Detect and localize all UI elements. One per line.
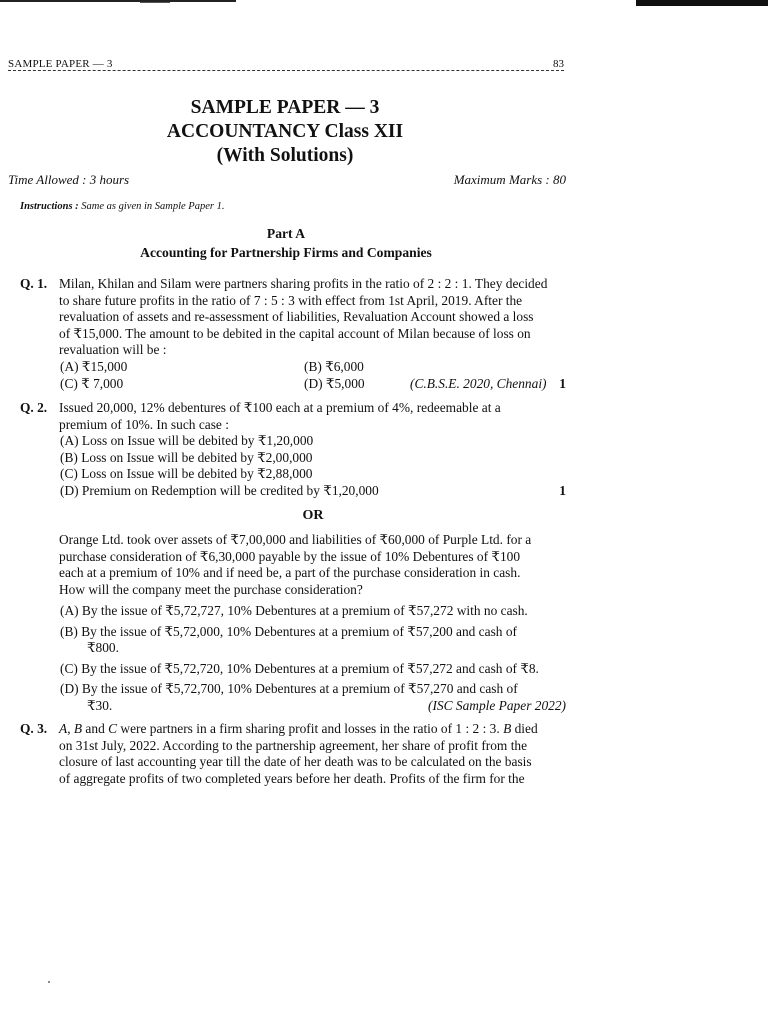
- question-2-options: [60, 433, 566, 499]
- question-number-1: Q. 1.: [20, 276, 48, 291]
- text-line: of ₹15,000. The amount to be debited in the capital account of Milan because of loss on: [59, 325, 531, 341]
- running-header: [8, 56, 564, 72]
- text-line: revaluation will be :: [59, 342, 167, 358]
- text-segment: were partners in a firm sharing profit and losses in the ratio of 1 : 2 : 3.: [117, 721, 504, 736]
- conjunction: and: [82, 721, 109, 736]
- paper-title: SAMPLE PAPER — 3: [190, 97, 380, 118]
- text-line: of aggregate profits of two completed years before her death. Profits of the firm for the: [59, 770, 525, 786]
- maximum-marks: Maximum Marks : 80: [453, 172, 566, 187]
- page-number: 83: [553, 58, 564, 70]
- instructions-label: Instructions :: [20, 201, 79, 212]
- question-2-alt-text: [59, 532, 565, 598]
- instructions-text: Same as given in Sample Paper 1.: [78, 201, 225, 212]
- question-number-2: Q. 2.: [20, 400, 48, 415]
- option-c: (C) By the issue of ₹5,72,720, 10% Debentures at a premium of ₹57,272 and cash of ₹8.: [60, 660, 539, 676]
- question-marks: 1: [559, 482, 566, 498]
- option-d: (D) By the issue of ₹5,72,700, 10% Debentures at a premium of ₹57,270 and cash of: [60, 681, 518, 697]
- option-c: (C) ₹ 7,000: [60, 375, 124, 391]
- option-d: (D) Premium on Redemption will be credited by ₹1,20,000: [60, 482, 379, 498]
- part-title: Part A: [266, 226, 306, 241]
- text-line: [59, 721, 565, 738]
- question-source: (ISC Sample Paper 2022): [428, 697, 566, 713]
- option-row: [60, 359, 566, 376]
- text-line: to share future profits in the ratio of 7 : 5 : 3 with effect from 1st April, 2019. After the: [59, 292, 523, 308]
- text-line: closure of last accounting year till the date of her death was to be calculated on the basis: [59, 754, 532, 770]
- partner-b: B: [73, 721, 83, 736]
- question-number-3: Q. 3.: [20, 721, 48, 736]
- text-line: Milan, Khilan and Silam were partners sharing profits in the ratio of 2 : 2 : 1. They decided: [59, 276, 548, 291]
- exam-meta: [8, 172, 566, 189]
- option-b: (B) By the issue of ₹5,72,000, 10% Debentures at a premium of ₹57,200 and cash of: [60, 623, 517, 639]
- option-d-cont-row: [60, 698, 566, 715]
- text-line: premium of 10%. In such case :: [59, 416, 229, 432]
- option-a: (A) Loss on Issue will be debited by ₹1,20,000: [60, 433, 314, 448]
- text-line: each at a premium of 10% and if need be, a part of the purchase consideration in cash.: [59, 565, 521, 581]
- option-b: (B) Loss on Issue will be debited by ₹2,00,000: [60, 449, 313, 465]
- scan-edge-top: [0, 0, 236, 2]
- partner-c: C: [108, 721, 118, 736]
- or-divider: OR: [302, 508, 324, 523]
- question-1-text: [59, 276, 565, 359]
- option-d: (D) ₹5,000: [304, 375, 365, 391]
- paper-subject: ACCOUNTANCY Class XII: [166, 121, 404, 142]
- scan-speck: [48, 981, 50, 983]
- option-a: (A) ₹15,000: [60, 359, 128, 374]
- option-b-cont: ₹800.: [87, 640, 119, 656]
- instructions: [20, 199, 224, 216]
- part-subtitle: Accounting for Partnership Firms and Companies: [140, 245, 432, 260]
- partner-b: B: [503, 721, 512, 736]
- text-line: Orange Ltd. took over assets of ₹7,00,000 and liabilities of ₹60,000 of Purple Ltd. for a: [59, 532, 532, 547]
- option-d-cont: ₹30.: [87, 697, 113, 713]
- option-d-row: [60, 483, 566, 500]
- time-allowed: Time Allowed : 3 hours: [8, 172, 130, 187]
- option-row: [60, 376, 566, 393]
- header-rule: [8, 70, 564, 71]
- running-header-title: SAMPLE PAPER — 3: [8, 58, 113, 70]
- partner-a: A: [59, 721, 68, 736]
- text-line: on 31st July, 2022. According to the partnership agreement, her share of profit from the: [59, 737, 528, 753]
- question-1-options: [60, 359, 566, 392]
- separator: ,: [67, 721, 74, 736]
- text-line: Issued 20,000, 12% debentures of ₹100 each at a premium of 4%, redeemable at a: [59, 400, 501, 415]
- scan-mark: [140, 2, 170, 3]
- question-3-text: [59, 721, 565, 787]
- option-c: (C) Loss on Issue will be debited by ₹2,88,000: [60, 466, 313, 482]
- option-b: (B) ₹6,000: [304, 359, 364, 374]
- text-segment: died: [511, 721, 538, 736]
- text-line: How will the company meet the purchase consideration?: [59, 581, 363, 597]
- paper-subtitle: (With Solutions): [216, 145, 354, 166]
- scan-edge-right: [636, 0, 768, 6]
- question-2-text: [59, 400, 565, 433]
- question-2-alt-options: [60, 603, 566, 715]
- text-line: purchase consideration of ₹6,30,000 payable by the issue of 10% Debentures of ₹100: [59, 548, 521, 564]
- question-source: (C.B.S.E. 2020, Chennai): [410, 375, 547, 391]
- option-a: (A) By the issue of ₹5,72,727, 10% Debentures at a premium of ₹57,272 with no cash.: [60, 603, 528, 618]
- question-marks: 1: [559, 375, 566, 391]
- text-line: revaluation of assets and re-assessment of liabilities, Revaluation Account showed a loss: [59, 309, 534, 325]
